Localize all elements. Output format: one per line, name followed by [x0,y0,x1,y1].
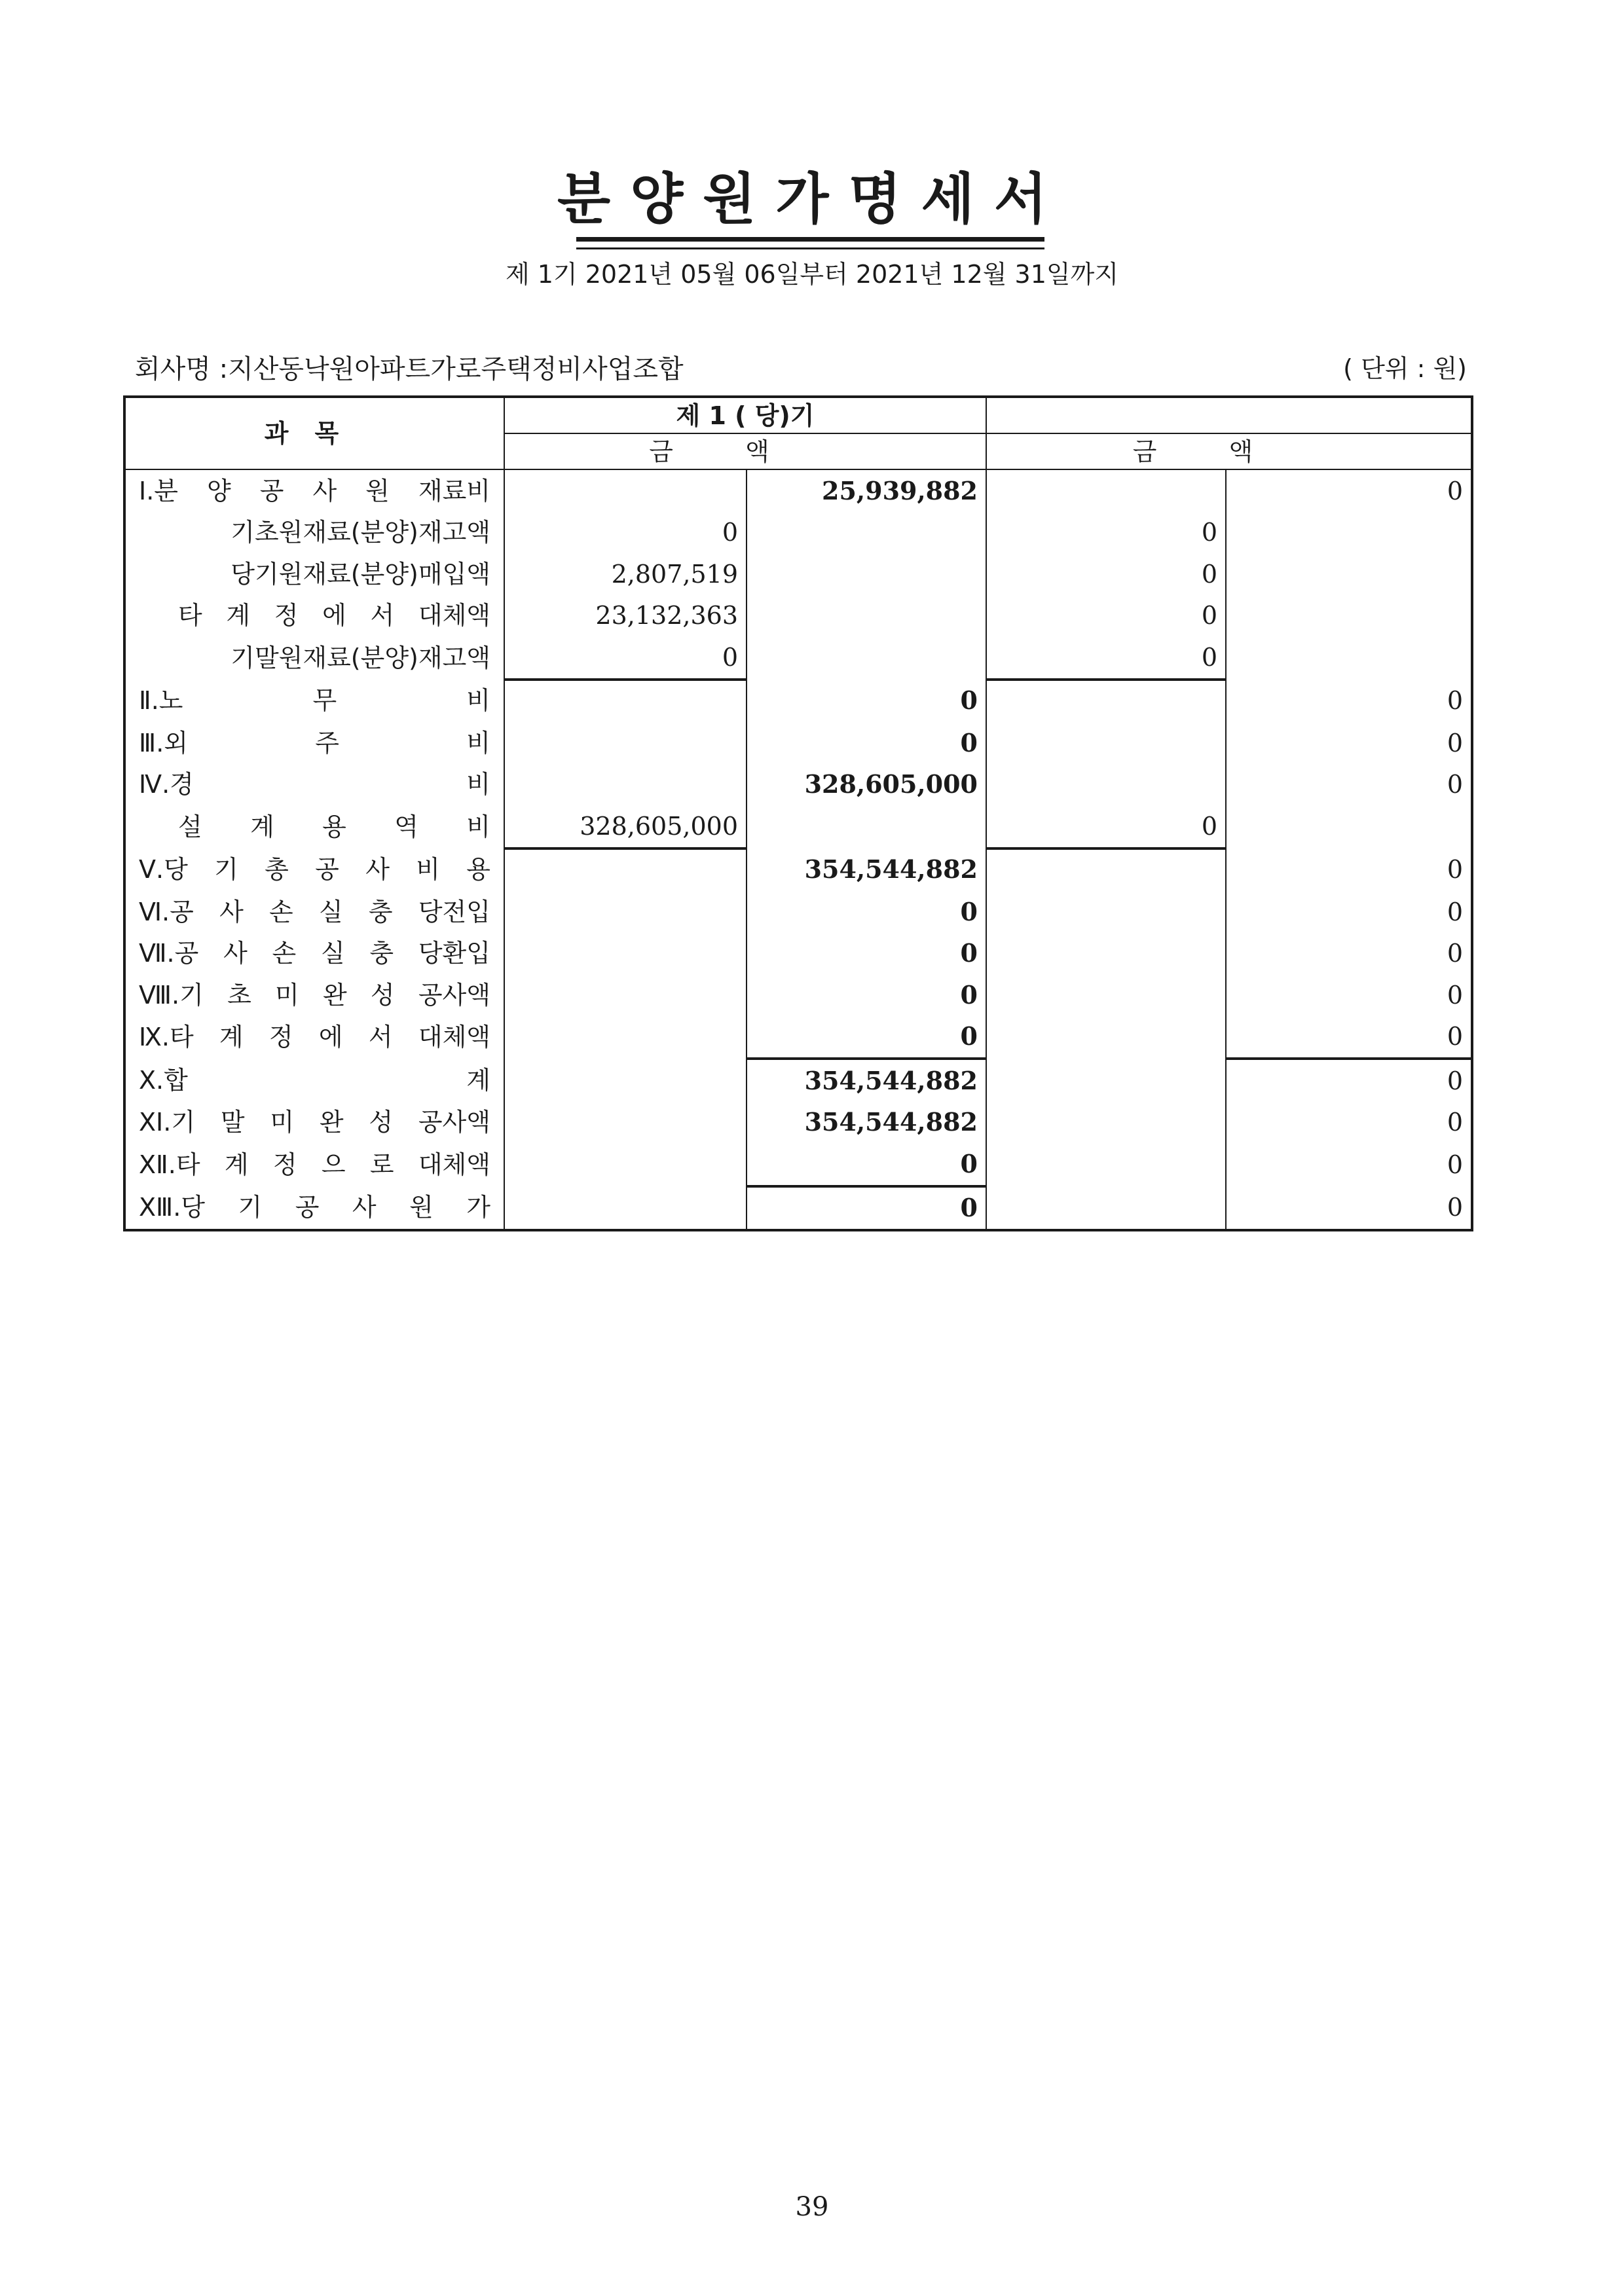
row-label-text [126,857,504,882]
amount-cell-p1: 0 [986,636,1226,680]
amount-cell-c2: 0 [747,680,986,723]
label-part: 용 [466,855,490,884]
label-part: 사 [219,897,244,926]
amount-cell-c2: 0 [747,1186,986,1231]
label-part: 충 [368,897,393,926]
amount-cell-p2 [1226,553,1472,595]
amount-cell-p2 [1226,595,1472,637]
label-part: 완 [319,1108,344,1137]
amount-cell-p2 [1226,636,1472,680]
row-label-text [126,814,504,839]
amount-cell-p1: 0 [986,595,1226,637]
current-period-header: 제 1 ( 당)기 [504,397,986,433]
amount-cell-c1 [504,1059,747,1102]
row-label [124,636,504,680]
subject-header: 과목 [124,397,504,469]
amount-cell-p2 [1226,805,1472,848]
amount-cell-c1 [504,1102,747,1144]
amount-cell-p2: 0 [1226,1102,1472,1144]
label-part: Ⅴ.당 [139,855,188,884]
label-part: 미 [275,980,299,1010]
row-label [124,722,504,764]
label-part: 원 [365,476,390,505]
amount-cell-p2: 0 [1226,764,1472,806]
title-underline [576,237,1044,242]
cost-statement-table [123,395,1473,1231]
label-part: 기말원재료(분양)재고액 [231,643,490,672]
table-row [124,891,1472,933]
label-part: 으 [321,1150,346,1179]
amount-cell-c1: 0 [504,636,747,680]
label-part: 서 [370,601,395,630]
row-label-text [126,476,504,505]
row-label-text [126,1195,504,1220]
label-part: Ⅸ.타 [139,1023,194,1052]
currency-unit: ( 단위 : 원) [1343,354,1467,383]
header-row-1 [124,397,1472,433]
table-row [124,1143,1472,1186]
label-part: 주 [315,728,339,757]
amount-cell-c2 [747,595,986,637]
label-part: 비 [466,770,490,799]
amount-cell-c1: 0 [504,512,747,554]
amount-cell-p1 [986,1059,1226,1102]
label-part: 말 [220,1108,245,1137]
row-label-text [126,603,504,628]
label-part: 대체액 [418,601,490,630]
label-part: 당전입 [418,897,490,926]
label-part: 실 [318,897,343,926]
amount-cell-c2: 0 [747,933,986,975]
label-part: 공사액 [418,980,490,1010]
label-part: 정 [274,601,299,630]
label-part: 공 [315,855,339,884]
amount-cell-c2: 354,544,882 [747,1102,986,1144]
amount-cell-p1 [986,722,1226,764]
amount-cell-c1 [504,1016,747,1059]
row-label-text [126,1023,504,1052]
row-label-text [126,980,504,1010]
label-part: 사 [352,1193,377,1222]
row-label-text [126,520,504,545]
amount-cell-p1 [986,848,1226,892]
amount-cell-p1 [986,764,1226,806]
amount-cell-c2: 328,605,000 [747,764,986,806]
row-label [124,805,504,848]
table-row [124,469,1472,512]
prior-amount-header: 금액 [986,433,1472,469]
amount-cell-c1: 328,605,000 [504,805,747,848]
label-part: 에 [318,1023,343,1052]
label-part: 원 [409,1193,434,1222]
table-row [124,764,1472,806]
amount-cell-c1: 2,807,519 [504,553,747,595]
label-part: Ⅵ.공 [139,897,194,926]
label-part: 계 [226,601,251,630]
label-part: 계 [219,1023,244,1052]
row-label [124,680,504,723]
label-part: 무 [312,686,337,716]
label-part: 당기원재료(분양)매입액 [231,559,490,589]
label-part: 에 [322,601,346,630]
row-label [124,1059,504,1102]
label-part: 계 [224,1150,249,1179]
table-row [124,1102,1472,1144]
label-part: 사 [312,476,337,505]
amount-cell-p2: 0 [1226,974,1472,1016]
amount-cell-p1: 0 [986,805,1226,848]
row-label [124,1143,504,1186]
label-part: 정 [272,1150,297,1179]
amount-cell-c2: 0 [747,1143,986,1186]
amount-cell-p2: 0 [1226,1186,1472,1231]
label-part: 사 [223,939,248,968]
row-label [124,764,504,806]
amount-cell-c1 [504,1186,747,1231]
label-part: 용 [322,812,346,841]
row-label-text [126,1110,504,1135]
table-row [124,722,1472,764]
row-label-text [126,941,504,966]
table-row [124,1186,1472,1231]
table-row [124,933,1472,975]
label-part: 실 [320,939,345,968]
amount-cell-c1: 23,132,363 [504,595,747,637]
label-part: 계 [466,1065,490,1095]
amount-cell-p1 [986,1143,1226,1186]
label-part: 타 [178,601,202,630]
label-part: 공사액 [418,1108,490,1137]
amount-cell-c1 [504,722,747,764]
prior-period-header [986,397,1472,433]
label-part: 기초원재료(분양)재고액 [231,518,490,547]
amount-cell-c2: 0 [747,1016,986,1059]
amount-cell-p1 [986,469,1226,512]
label-part: Ⅶ.공 [139,939,199,968]
table-row [124,805,1472,848]
label-part: 당환입 [418,939,490,968]
label-part: 성 [369,1108,394,1137]
row-label [124,933,504,975]
amount-cell-p1 [986,891,1226,933]
amount-cell-p1 [986,1186,1226,1231]
fiscal-period: 제 1기 2021년 05월 06일부터 2021년 12월 31일까지 [505,260,1119,289]
row-label [124,1102,504,1144]
row-label [124,553,504,595]
amount-cell-c1 [504,1143,747,1186]
amount-cell-c1 [504,469,747,512]
row-label [124,469,504,512]
label-part: 사 [365,855,390,884]
amount-cell-c2 [747,636,986,680]
amount-cell-c2: 354,544,882 [747,848,986,892]
row-label [124,1186,504,1231]
label-part: 역 [394,812,418,841]
amount-cell-p2: 0 [1226,848,1472,892]
row-label-text [126,643,504,672]
current-amount-header: 금액 [504,433,986,469]
amount-cell-p2: 0 [1226,933,1472,975]
table-row [124,1059,1472,1102]
amount-cell-c2: 0 [747,722,986,764]
label-part: 계 [250,812,274,841]
row-label [124,595,504,637]
label-part: ⅩⅠ.기 [139,1108,196,1137]
label-part: ⅩⅡ.타 [139,1150,200,1179]
label-part: 대체액 [418,1023,490,1052]
label-part: 설 [178,812,202,841]
page-number: 39 [795,2192,829,2222]
label-part: 비 [466,812,490,841]
amount-cell-p2: 0 [1226,722,1472,764]
table-row [124,974,1472,1016]
table-row [124,848,1472,892]
label-part: 충 [369,939,394,968]
label-part: 가 [466,1193,490,1222]
label-part: ⅩⅢ.당 [139,1193,206,1222]
amount-cell-c2: 0 [747,891,986,933]
company-name: 회사명 :지산동낙원아파트가로주택정비사업조합 [135,354,684,384]
label-part: 비 [416,855,440,884]
amount-cell-p2: 0 [1226,1016,1472,1059]
table-row [124,512,1472,554]
label-part: 비 [466,686,490,716]
amount-cell-p2 [1226,512,1472,554]
amount-cell-c2: 25,939,882 [747,469,986,512]
amount-cell-c1 [504,933,747,975]
amount-cell-p2: 0 [1226,891,1472,933]
amount-cell-c1 [504,848,747,892]
label-part: 기 [214,855,238,884]
row-label-text [126,559,504,589]
amount-cell-c1 [504,680,747,723]
amount-cell-c2: 0 [747,974,986,1016]
amount-cell-p1: 0 [986,553,1226,595]
amount-cell-c1 [504,891,747,933]
document-title: 분양원가명세서 [557,167,1067,231]
amount-cell-c2 [747,512,986,554]
label-part: Ⅰ.분 [139,476,178,505]
label-part: Ⅹ.합 [139,1065,188,1095]
row-label-text [126,1152,504,1177]
amount-cell-c1 [504,974,747,1016]
label-part: 공 [295,1193,320,1222]
row-label-text [126,772,504,797]
amount-cell-c1 [504,764,747,806]
row-label [124,848,504,892]
amount-cell-p1 [986,1016,1226,1059]
label-part: 손 [272,939,297,968]
row-label-text [126,897,504,926]
amount-cell-p2: 0 [1226,1143,1472,1186]
label-part: 서 [368,1023,393,1052]
label-part: 대체액 [418,1150,490,1179]
label-part: 양 [207,476,231,505]
amount-cell-p1 [986,974,1226,1016]
table-row [124,1016,1472,1059]
label-part: 손 [269,897,293,926]
table-row [124,680,1472,723]
label-part: 기 [238,1193,263,1222]
table-row [124,595,1472,637]
label-part: 공 [259,476,284,505]
amount-cell-p2: 0 [1226,469,1472,512]
amount-cell-p1 [986,1102,1226,1144]
label-part: 총 [265,855,289,884]
label-part: Ⅷ.기 [139,980,204,1010]
label-part: 정 [268,1023,293,1052]
table-row [124,553,1472,595]
amount-cell-p2: 0 [1226,1059,1472,1102]
row-label [124,1016,504,1059]
row-label [124,891,504,933]
row-label-text [126,1065,504,1095]
amount-cell-c2 [747,553,986,595]
row-label [124,512,504,554]
label-part: Ⅲ.외 [139,728,188,757]
amount-cell-p1 [986,933,1226,975]
amount-cell-p1 [986,680,1226,723]
label-part: Ⅳ.경 [139,770,194,799]
row-label-text [126,686,504,716]
amount-cell-p2: 0 [1226,680,1472,723]
label-part: 미 [270,1108,295,1137]
amount-cell-c2: 354,544,882 [747,1059,986,1102]
row-label [124,974,504,1016]
label-part: 성 [370,980,395,1010]
label-part: 재료비 [418,476,490,505]
amount-cell-p1: 0 [986,512,1226,554]
table-row [124,636,1472,680]
label-part: 로 [369,1150,394,1179]
label-part: Ⅱ.노 [139,686,183,716]
label-part: 비 [466,728,490,757]
label-part: 초 [227,980,251,1010]
title-underline-thin [576,247,1044,249]
amount-cell-c2 [747,805,986,848]
label-part: 완 [322,980,347,1010]
row-label-text [126,728,504,757]
